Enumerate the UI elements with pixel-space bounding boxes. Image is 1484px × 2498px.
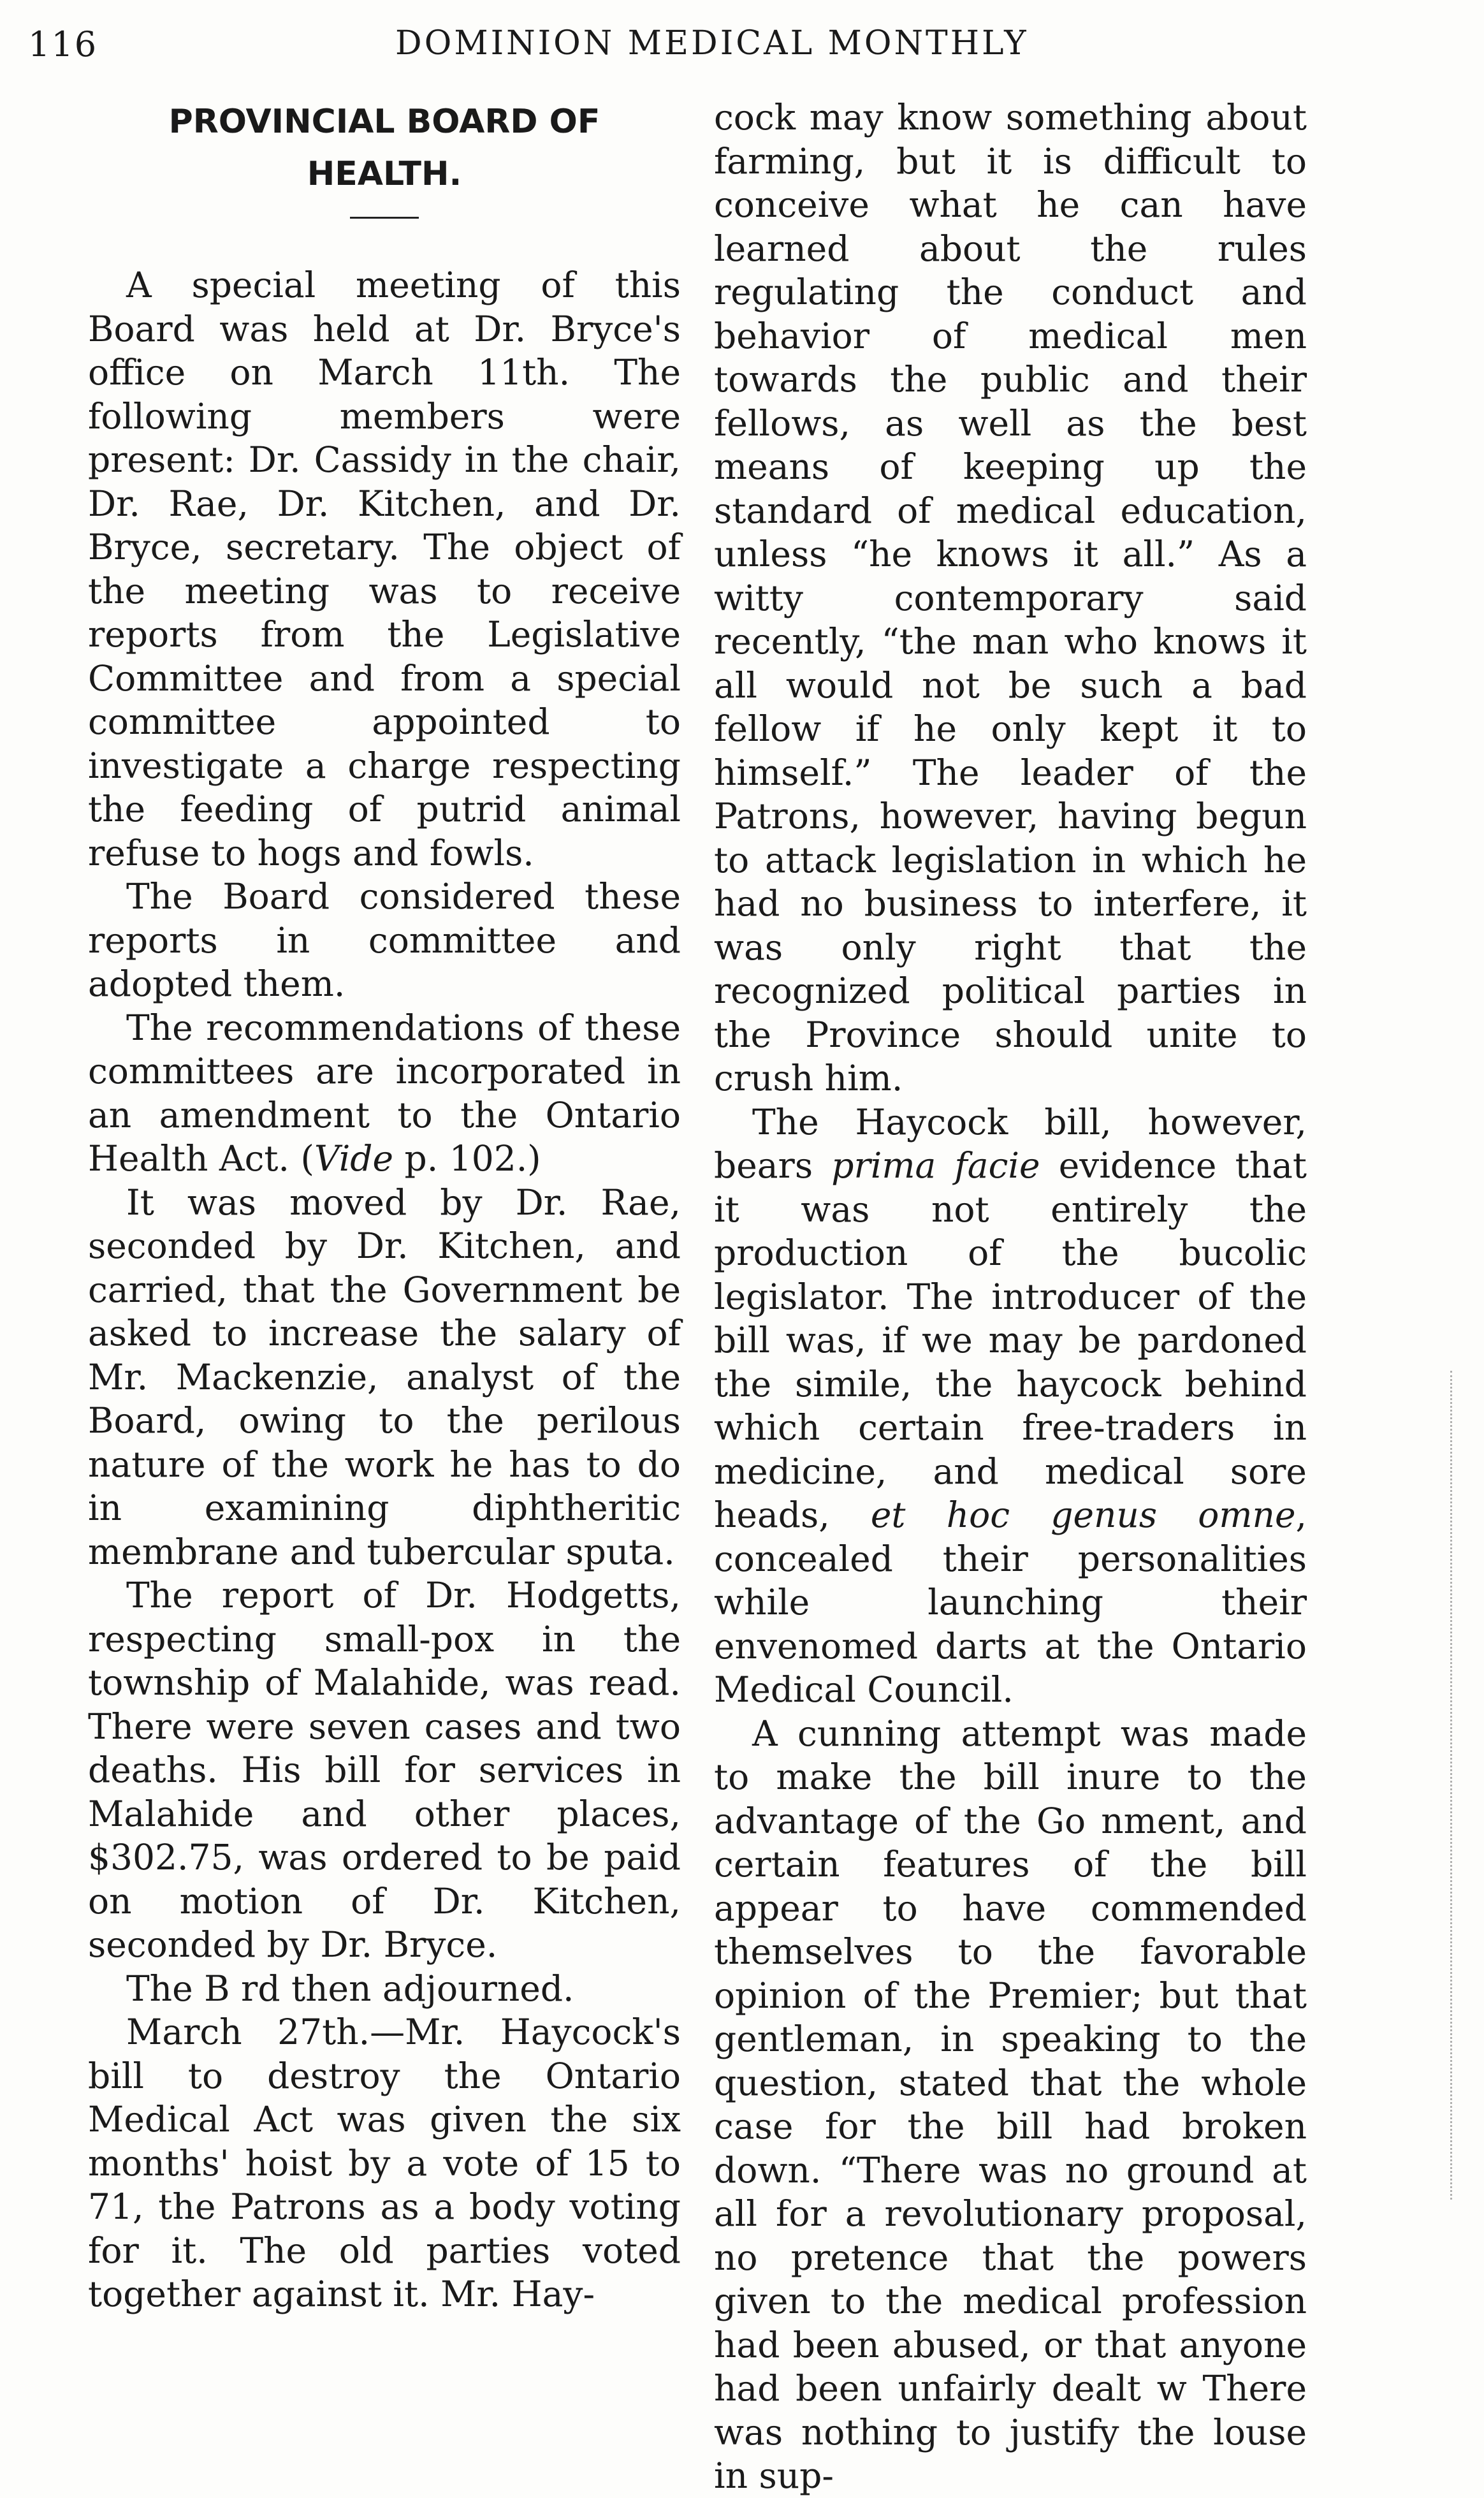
page-number: 116 [28,24,98,64]
paragraph-continued: cock may know something about farming, but it is difficult to conceive what he can have learned about the rules regulating the conduct and behavior of medical men towards the public and their fellows, as well as the best means of keeping up the standard of medical education, unless “he knows it all.” As a witty contemporary said recently, “the man who knows it all would not be such a bad fellow if he only kept it to himself.” The leader of the Patrons, however, having begun to attack legislation in which he had no business to interfere, it was only right that the recognized political parties in the Province should unite to crush him. [714,97,1307,1099]
left-column [88,96,681,2316]
journal-title: DOMINION MEDICAL MONTHLY [395,24,1029,62]
italic-prima-facie: prima facie [831,1145,1040,1186]
text-span: The Haycock bill, however, bears [714,1101,1307,1186]
headline-rule [350,217,419,219]
paragraph-meeting: A special meeting of this Board was held at Dr. Bryce's office on March 11th. The following members were present: Dr. Cassidy in the chair, Dr. Rae, Dr. Kitchen, and Dr. Bryce, secretary. The object of the meeting was to receive reports from the Legislative Committee and from a special committee appointed to investigate a charge respecting the feeding of putrid animal refuse to hogs and fowls. [88,265,681,873]
paragraph-prima-facie [714,1100,1307,1712]
article-headline: PROVINCIAL BOARD OF HEALTH. [168,103,600,193]
text-span: p. 102.) [393,1138,541,1179]
paragraph-haycock-bill: March 27th.—Mr. Haycock's bill to destroy the Ontario Medical Act was given the six months' hoist by a vote of 15 to 71, the Patrons as a body voting for it. The old parties voted together against it. Mr. Hay- [88,2012,681,2314]
paragraph-recommendations [88,1006,681,1181]
paragraph-smallpox-report: The report of Dr. Hodgetts, respecting small-pox in the township of Malahide, was read. There were seven cases and two deaths. His bill for services in Malahide and other places, $302.75, was ordered to be paid on motion of Dr. Kitchen, seconded by Dr. Bryce. [88,1575,681,1965]
scan-edge-specks [1450,1371,1484,2200]
running-head [0,24,1484,75]
italic-et-hoc-genus-omne: et hoc genus omne [870,1494,1296,1535]
paragraph-cunning-attempt: A cunning attempt was made to make the bill inure to the advantage of the Go nment, and certain features of the bill appear to have commended themselves to the favorable opinion of the Premier; but that gentleman, in speaking to the question, stated that the whole case for the bill had broken down. “There was no ground at all for a revolutionary proposal, no pretence that the powers given to the medical profession had been abused, or that anyone had been unfairly dealt w There was nothing to justify the louse in sup- [714,1713,1307,2496]
right-column [714,96,1307,2498]
paragraph-adjourned: The B rd then adjourned. [126,1968,574,2009]
paragraph-salary-motion: It was moved by Dr. Rae, seconded by Dr. Kitchen, and carried, that the Government be asked to increase the salary of Mr. Mackenzie, analyst of the Board, owing to the perilous nature of the work he has to do in examining diphtheritic membrane and tubercular sputa. [88,1181,681,1572]
italic-vide: Vide [314,1138,394,1179]
text-span: evidence that it was not entirely the production of the bucolic legislator. The introducer of the bill was, if we may be pardoned the simile, the haycock behind which certain free-traders in medicine, and medical sore heads, [714,1145,1307,1535]
text-span: , concealed their personalities while launching their envenomed darts at the Ontario Medical Council. [714,1494,1307,1710]
text-span: The recommendations of these committees are incorporated in an amendment to the Ontario Health Act. ( [88,1007,681,1179]
paragraph-reports: The Board considered these reports in committee and adopted them. [88,876,681,1004]
